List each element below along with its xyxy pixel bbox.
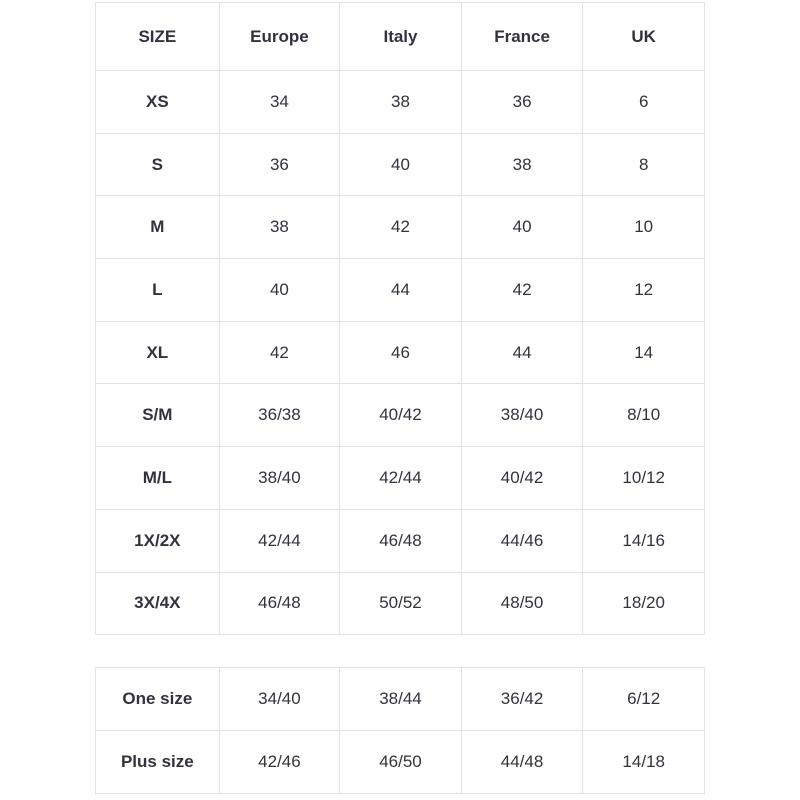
row-label: Plus size [96,731,220,794]
table-header-row [96,3,705,71]
cell-uk: 6/12 [583,668,705,731]
table-row [96,668,705,731]
cell-france: 42 [461,259,583,322]
cell-italy: 46 [340,321,462,384]
row-label: One size [96,668,220,731]
cell-italy: 44 [340,259,462,322]
cell-uk: 10/12 [583,447,705,510]
cell-europe: 40 [219,259,340,322]
column-header-italy: Italy [340,3,462,71]
column-header-europe: Europe [219,3,340,71]
row-label: S [96,133,220,196]
cell-italy: 42/44 [340,447,462,510]
table-row [96,509,705,572]
cell-italy: 40 [340,133,462,196]
row-label: L [96,259,220,322]
row-label: XL [96,321,220,384]
cell-uk: 14 [583,321,705,384]
row-label: XS [96,71,220,134]
cell-italy: 46/48 [340,509,462,572]
main-size-table [95,2,705,635]
row-label: S/M [96,384,220,447]
main-size-table-wrapper [95,2,705,635]
row-label: 1X/2X [96,509,220,572]
row-label: M/L [96,447,220,510]
cell-italy: 38/44 [340,668,462,731]
cell-italy: 50/52 [340,572,462,635]
table-row [96,71,705,134]
column-header-size: SIZE [96,3,220,71]
cell-uk: 12 [583,259,705,322]
table-row [96,259,705,322]
cell-uk: 8/10 [583,384,705,447]
table-row [96,384,705,447]
cell-europe: 38 [219,196,340,259]
table-row [96,196,705,259]
cell-europe: 42 [219,321,340,384]
cell-france: 44 [461,321,583,384]
cell-europe: 42/44 [219,509,340,572]
cell-uk: 18/20 [583,572,705,635]
row-label: 3X/4X [96,572,220,635]
cell-france: 38/40 [461,384,583,447]
extra-size-table [95,667,705,794]
cell-italy: 46/50 [340,731,462,794]
cell-italy: 38 [340,71,462,134]
cell-uk: 10 [583,196,705,259]
cell-europe: 34/40 [219,668,340,731]
cell-france: 40 [461,196,583,259]
cell-italy: 40/42 [340,384,462,447]
table-row [96,133,705,196]
cell-europe: 42/46 [219,731,340,794]
cell-france: 48/50 [461,572,583,635]
cell-france: 40/42 [461,447,583,510]
cell-uk: 14/16 [583,509,705,572]
cell-france: 38 [461,133,583,196]
cell-france: 36 [461,71,583,134]
row-label: M [96,196,220,259]
extra-size-table-wrapper [95,667,705,794]
table-row [96,572,705,635]
cell-uk: 6 [583,71,705,134]
table-row [96,321,705,384]
column-header-france: France [461,3,583,71]
cell-uk: 8 [583,133,705,196]
cell-europe: 38/40 [219,447,340,510]
cell-europe: 36 [219,133,340,196]
cell-france: 36/42 [461,668,583,731]
table-row [96,447,705,510]
cell-europe: 46/48 [219,572,340,635]
cell-france: 44/48 [461,731,583,794]
cell-europe: 36/38 [219,384,340,447]
cell-europe: 34 [219,71,340,134]
cell-france: 44/46 [461,509,583,572]
cell-uk: 14/18 [583,731,705,794]
cell-italy: 42 [340,196,462,259]
column-header-uk: UK [583,3,705,71]
table-row [96,731,705,794]
